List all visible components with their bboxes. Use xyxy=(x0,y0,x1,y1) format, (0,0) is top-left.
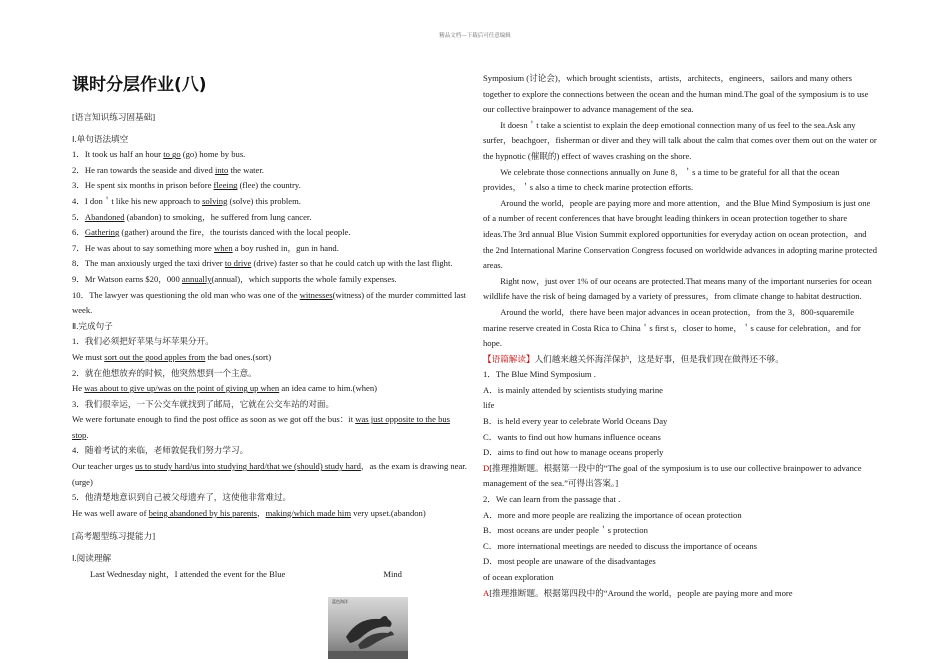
mc-option: C．more international meetings are needed to discuss the importance of oceans xyxy=(483,540,757,551)
reading-paragraph-6: Around the world，there have been major advances in ocean protection，from the 3，800-squaremile marine reserve created in Costa Rica to China＇s first s，closer to home，＇s cause for celebration，and for hope. xyxy=(483,306,861,349)
completion-1: We must sort out the good apples from the bad ones.(sort) xyxy=(72,351,272,362)
page-header: 精品文档---下载后可任意编辑 xyxy=(439,33,511,39)
reading-paragraph-3: We celebrate those connections annually on June 8，＇s a time to be grateful for all that the ocean provides，＇s also a time to check marine protection efforts. xyxy=(483,166,840,193)
mc-option: D．most people are unaware of the disadvantages xyxy=(483,556,656,567)
completion-4-cn: 4．随着考试的来临，老师敦促我们努力学习。 xyxy=(72,445,249,456)
question-6: 6．Gathering (gather) around the fire，the tourists danced with the local people. xyxy=(72,227,351,238)
question-4: 4．I don＇t like his new approach to solving (solve) this problem. xyxy=(72,195,301,206)
question-10: 10．The lawyer was questioning the old man who was one of the witnesses(witness) of the murder committed last week. xyxy=(72,289,467,316)
reading-paragraph-1: Symposium (讨论会)，which brought scientists，artists，architects，engineers，sailors and many others together to explore the connections between the ocean and the human mind.The goal of the symposium is to use our collective brainpower to advance management of the sea. xyxy=(483,73,869,115)
reading-opening: Last Wednesday night，I attended the event for the Blue Mind xyxy=(90,568,402,579)
completion-2: He was about to give up/was on the point of giving up when an idea came to him.(when) xyxy=(72,383,378,394)
page-title: 课时分层作业(八) xyxy=(72,75,207,95)
question-7: 7．He was about to say something more when a boy rushed in，gun in hand. xyxy=(72,242,339,253)
mc-option: of ocean exploration xyxy=(483,572,554,582)
section-label: [高考题型练习提能力] xyxy=(72,531,156,542)
completion-1-cn: 1．我们必须把好苹果与坏苹果分开。 xyxy=(72,336,214,347)
mc-option: life xyxy=(483,400,495,411)
mc-option: A．more and more people are realizing the importance of ocean protection xyxy=(483,509,742,520)
mc-option: D．aims to find out how to manage oceans properly xyxy=(483,447,664,458)
dolphin-icon xyxy=(328,597,408,659)
completion-5: He was well aware of being abandoned by his parents，making/which made him very upset.(abandon) xyxy=(72,507,426,518)
question-2: 2．He ran towards the seaside and dived into the water. xyxy=(72,164,264,175)
mc-question-1: 1．The Blue Mind Symposium . xyxy=(483,369,596,380)
question-1: 1．It took us half an hour to go (go) home by bus. xyxy=(72,149,246,160)
reading-paragraph-4: Around the world，people are paying more and more attention，and the Blue Mind Symposium is just one of a number of recent conferences that have brought leading thinkers in ocean protection together to share ideas.The 3rd annual Blue Vision Summit explored opportunities for everyday action on ocean protection，and the 2nd International Marine Conservation Congress focused on worldwide advances in adopting marine protected areas. xyxy=(483,197,878,271)
image-caption: 蓝色海洋 xyxy=(332,599,348,604)
mc-option: C．wants to find out how humans influence oceans xyxy=(483,431,661,442)
mc-option: B．is held every year to celebrate World Oceans Day xyxy=(483,416,668,427)
completion-3: We were fortunate enough to find the post office as soon as we got off the bus：it was just opposite to the bus stop. xyxy=(72,414,451,440)
mc-option: B．most oceans are under people＇s protection xyxy=(483,525,648,536)
right-column xyxy=(483,71,879,601)
dolphin-image xyxy=(328,597,408,659)
completion-3-cn: 3．我们很幸运，一下公交车就找到了邮局，它就在公交车站的对面。 xyxy=(72,398,335,409)
left-column xyxy=(72,110,468,582)
question-9: 9．Mr Watson earns $20，000 annually(annual)，which supports the whole family expenses. xyxy=(72,273,397,284)
reading-paragraph-5: Right now，just over 1% of our oceans are protected.That means many of the important nurseries for ocean wildlife have the risk of being damaged by a variety of pressures，from climate change to habitat destruction. xyxy=(483,275,872,302)
question-5: 5．Abandoned (abandon) to smoking，he suffered from lung cancer. xyxy=(72,211,312,222)
mc-question-2: 2．We can learn from the passage that . xyxy=(483,494,621,505)
question-8: 8．The man anxiously urged the taxi driver to drive (drive) faster so that he could catch up with the last flight. xyxy=(72,258,453,269)
completion-5-cn: 5．他清楚地意识到自己被父母遗弃了，这使他非常难过。 xyxy=(72,492,292,503)
passage-analysis: 【语篇解读】人们越来越关怀海洋保护，这是好事，但是我们现在做得还不够。 xyxy=(483,353,784,364)
answer-explanation-2: A[推理推断题。根据第四段中的“Around the world，people are paying more and more xyxy=(483,587,793,598)
completion-2-cn: 2．就在他想放弃的时候，他突然想到一个主意。 xyxy=(72,367,257,378)
completion-4: Our teacher urges us to study hard/us into studying hard/that we (should) study hard，as the exam is drawing near.(urge) xyxy=(72,461,467,487)
mc-option: A．is mainly attended by scientists studying marine xyxy=(483,384,663,395)
part-title: Ⅰ.阅读理解 xyxy=(72,553,112,564)
question-3: 3．He spent six months in prison before fleeing (flee) the country. xyxy=(72,180,301,191)
part-title: Ⅱ.完成句子 xyxy=(72,320,113,331)
part-title: Ⅰ.单句语法填空 xyxy=(72,133,129,144)
reading-paragraph-2: It doesn＇t take a scientist to explain the deep emotional connection many of us feel to the sea.Ask any surfer，beachgoer，fisherman or diver and they will talk about the calm that comes over them out on the water or the hypnotic (催眠的) effect of waves crashing on the shore. xyxy=(483,119,877,161)
answer-explanation-1: D[推理推断题。根据第一段中的“The goal of the symposium is to use our collective brainpower to advance management of the sea.”可得出答案。] xyxy=(483,462,862,489)
section-label: [语言知识练习固基础] xyxy=(72,112,156,122)
